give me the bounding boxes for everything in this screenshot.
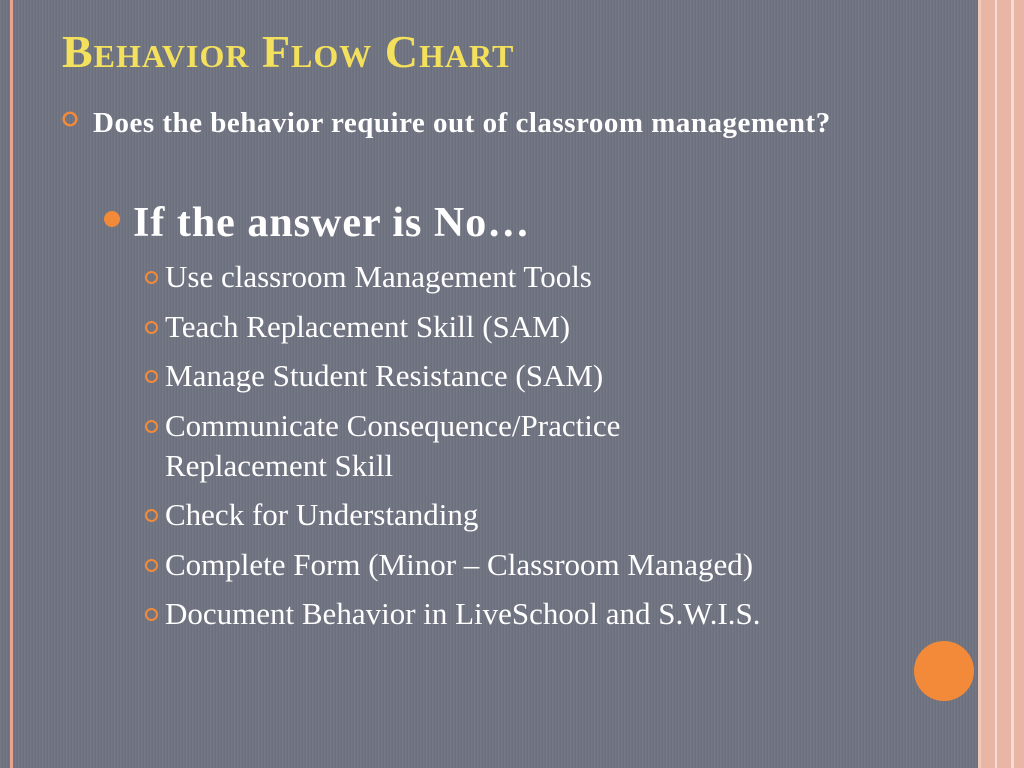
step-text: Document Behavior in LiveSchool and S.W.I.S. <box>165 596 761 631</box>
list-item <box>145 257 785 297</box>
question-bullet <box>62 103 882 143</box>
dot-bullet-icon <box>104 211 120 227</box>
ring-bullet-icon <box>145 509 158 522</box>
step-text: Check for Understanding <box>165 497 479 532</box>
decorative-orange-circle <box>914 641 974 701</box>
step-text: Use classroom Management Tools <box>165 259 592 294</box>
left-border-line <box>10 0 13 768</box>
question-text: Does the behavior require out of classroom management? <box>93 107 831 139</box>
step-text: Teach Replacement Skill (SAM) <box>165 308 571 344</box>
list-item <box>145 545 785 585</box>
ring-bullet-icon <box>145 271 158 284</box>
step-text: Manage Student Resistance (SAM) <box>165 358 604 393</box>
right-band-stripe <box>1011 0 1014 768</box>
ring-bullet-icon <box>145 608 158 621</box>
branch-bullet <box>104 198 530 248</box>
step-text: Communicate Consequence/Practice Replacement Skill <box>165 407 621 483</box>
list-item <box>145 406 785 486</box>
list-item <box>145 356 785 396</box>
right-decorative-band <box>978 0 1024 768</box>
ring-bullet-icon <box>145 420 158 433</box>
ring-bullet-icon <box>145 559 158 572</box>
list-item <box>145 594 785 634</box>
ring-bullet-icon <box>145 321 158 334</box>
steps-list <box>145 257 785 644</box>
branch-text: If the answer is No… <box>133 200 531 246</box>
list-item <box>145 307 785 347</box>
ring-bullet-icon: ⭘ <box>62 109 78 131</box>
list-item <box>145 495 785 535</box>
step-text: Complete Form (Minor – Classroom Managed) <box>165 546 754 582</box>
slide-title: Behavior Flow Chart <box>62 26 515 77</box>
right-band-stripe <box>995 0 997 768</box>
ring-bullet-icon <box>145 370 158 383</box>
